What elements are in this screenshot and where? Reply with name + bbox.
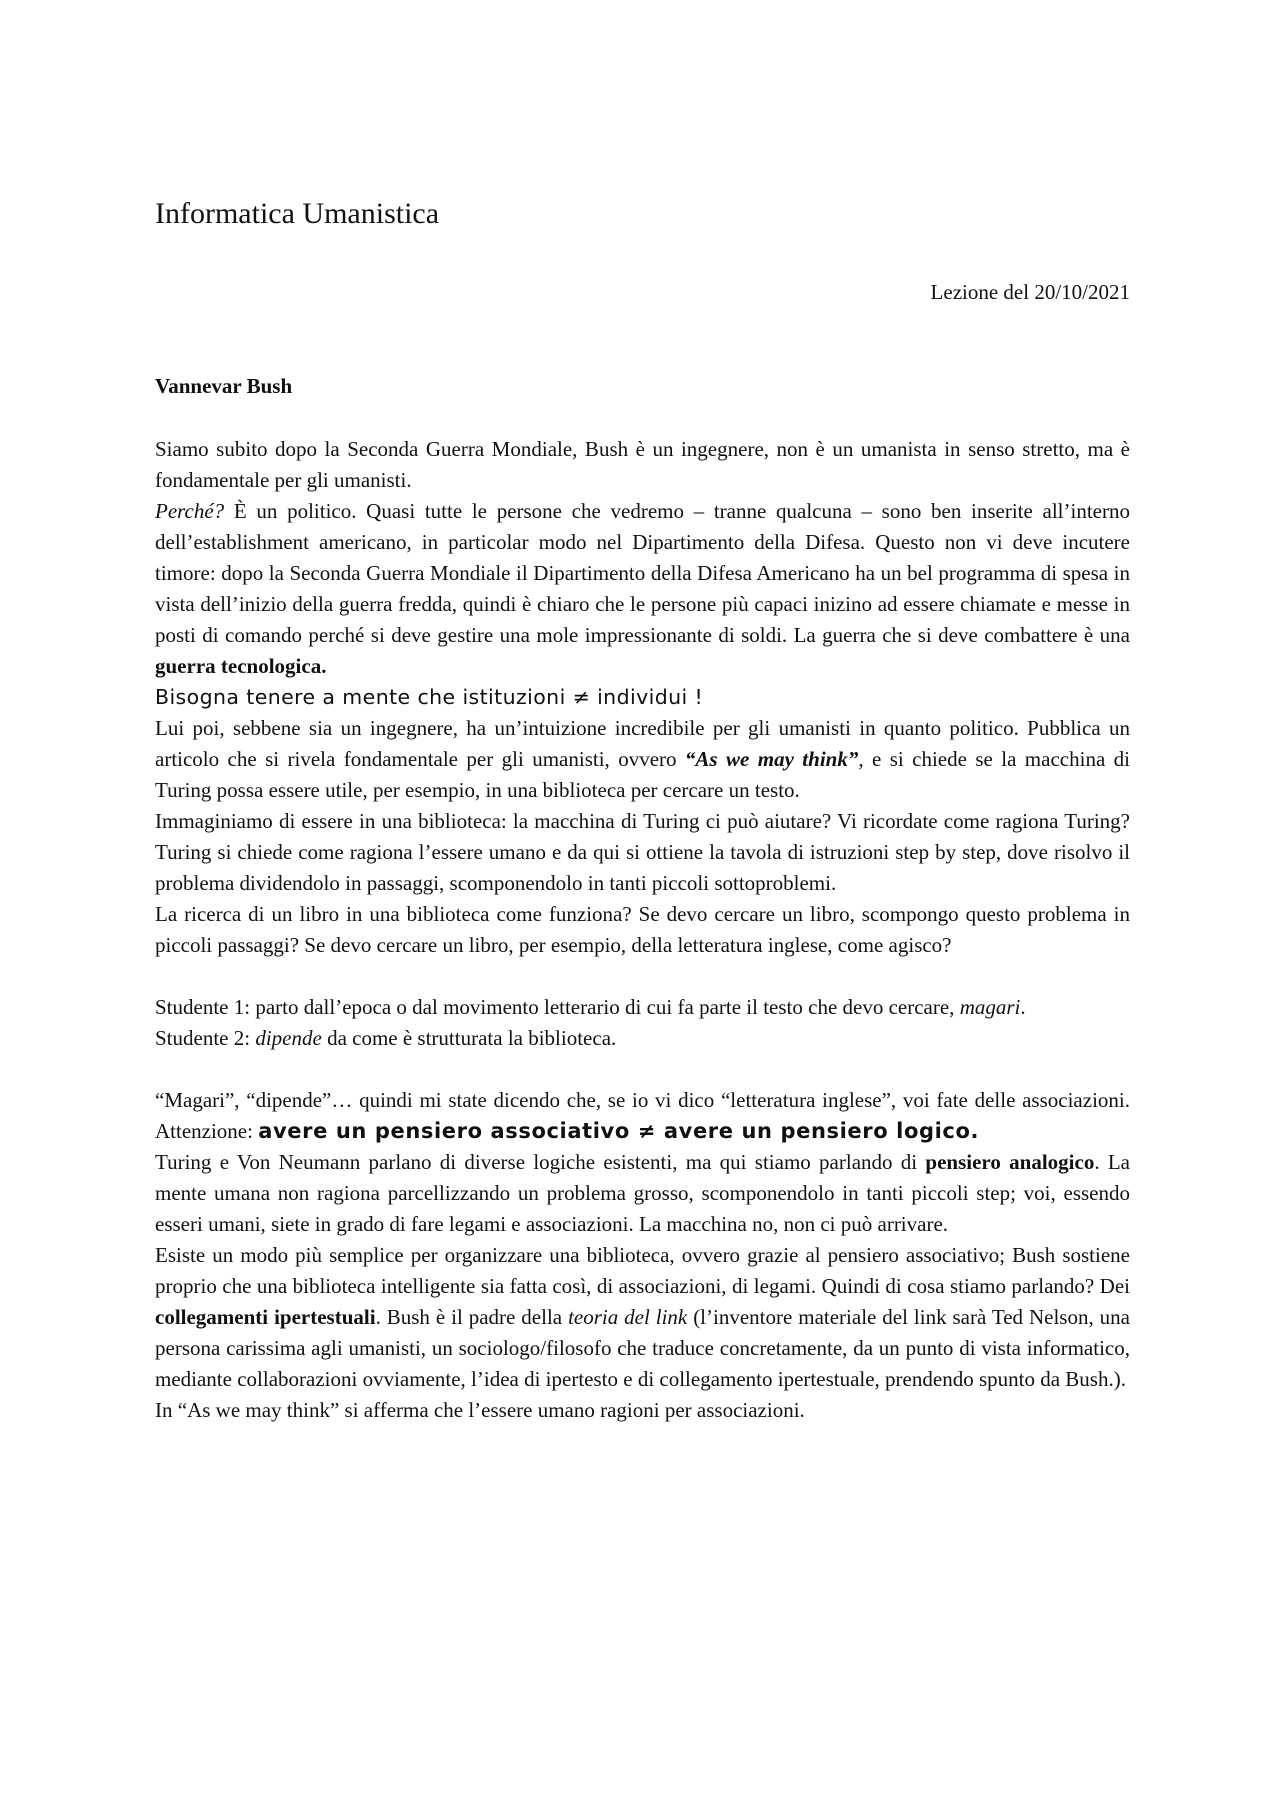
section-heading: Vannevar Bush: [155, 374, 293, 398]
paragraph-biblioteca: Immaginiamo di essere in una biblioteca: la macchina di Turing ci può aiutare? Vi ricordate come ragiona Turing? Turing si chiede come ragiona l’essere umano e da qui si ottiene la tavola di istruzioni step by step, dove risolvo il problema dividendolo in passaggi, scomponendolo in tanti piccoli sottoproblemi.: [155, 809, 1130, 895]
paragraph-politico: Perché? È un politico. Quasi tutte le persone che vedremo – tranne qualcuna – sono ben inserite all’interno dell’establishment americano, in particolar modo nel Dipartimento della Difesa. Questo non vi deve incutere timore: dopo la Seconda Guerra Mondiale il Dipartimento della Difesa Americano ha un bel programma di spesa in vista dell’inizio della guerra fredda, quindi è chiaro che le persone più capaci inizino ad essere chiamate e messe in posti di comando perché si deve gestire una mole impressionante di soldi. La guerra che si deve combattere è una guerra tecnologica.: [155, 499, 1130, 678]
paragraph-as-we-may-think: Lui poi, sebbene sia un ingegnere, ha un’intuizione incredibile per gli umanisti in quanto politico. Pubblica un articolo che si rivela fondamentale per gli umanisti, ovvero “As we may think”, e si chiede se la macchina di Turing possa essere utile, per esempio, in una biblioteca per cercare un testo.: [155, 716, 1131, 802]
paragraph-conclusione: In “As we may think” si afferma che l’essere umano ragioni per associazioni.: [155, 1398, 805, 1422]
paragraph-istituzioni: Bisogna tenere a mente che istituzioni ≠ individui !: [155, 685, 704, 709]
italic-text: Perché?: [155, 499, 225, 523]
paragraph-pensiero-analogico: Turing e Von Neumann parlano di diverse logiche esistenti, ma qui stiamo parlando di pensiero analogico. La mente umana non ragiona parcellizzando un problema grosso, scomponendolo in tanti piccoli step; voi, essendo esseri umani, siete in grado di fare legami e associazioni. La macchina no, non ci può arrivare.: [155, 1150, 1130, 1236]
paragraph-collegamenti: Esiste un modo più semplice per organizzare una biblioteca, ovvero grazie al pensiero associativo; Bush sostiene proprio che una biblioteca intelligente sia fatta così, di associazioni, di legami. Quindi di cosa stiamo parlando? Dei collegamenti ipertestuali. Bush è il padre della teoria del link (l’inventore materiale del link sarà Ted Nelson, una persona carissima agli umanisti, un sociologo/filosofo che traduce concretamente, da un punto di vista informatico, mediante collaborazioni ovviamente, l’idea di ipertesto e di collegamento ipertestuale, prendendo spunto da Bush.).: [155, 1243, 1130, 1391]
paragraph-ricerca-libro: La ricerca di un libro in una biblioteca come funziona? Se devo cercare un libro, scompongo questo problema in piccoli passaggi? Se devo cercare un libro, per esempio, della letteratura inglese, come agisco?: [155, 902, 1130, 957]
document-body: [155, 434, 1130, 1426]
document-title: Informatica Umanistica: [155, 197, 440, 230]
paragraph-studente-2: Studente 2: dipende da come è strutturata la biblioteca.: [155, 1026, 617, 1050]
article-title: “As we may think”: [684, 747, 859, 771]
paragraph-studente-1: Studente 1: parto dall’epoca o dal movimento letterario di cui fa parte il testo che devo cercare, magari.: [155, 995, 1026, 1019]
emphasis-text: avere un pensiero associativo ≠ avere un pensiero logico.: [258, 1119, 980, 1143]
paragraph-associazioni: “Magari”, “dipende”… quindi mi state dicendo che, se io vi dico “letteratura inglese”, voi fate delle associazioni. Attenzione: avere un pensiero associativo ≠ avere un pensiero logico.: [155, 1088, 1130, 1143]
paragraph-intro: Siamo subito dopo la Seconda Guerra Mondiale, Bush è un ingegnere, non è un umanista in senso stretto, ma è fondamentale per gli umanisti.: [155, 437, 1130, 492]
lesson-date: Lezione del 20/10/2021: [930, 280, 1130, 304]
bold-text: guerra tecnologica.: [155, 654, 327, 678]
